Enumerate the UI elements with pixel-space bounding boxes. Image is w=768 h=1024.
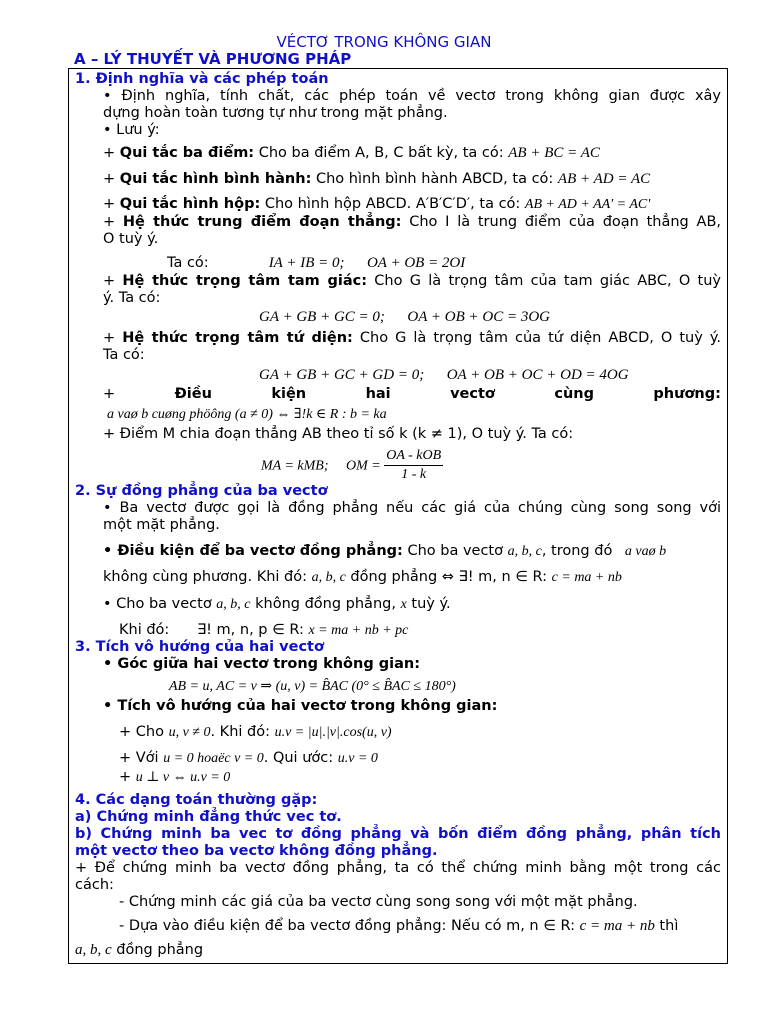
rule-triangle-cont: ý. Ta có: — [103, 290, 161, 306]
section-a-heading: A – LÝ THUYẾT VÀ PHƯƠNG PHÁP — [74, 50, 352, 68]
s1-intro-b: dựng hoàn toàn tương tự như trong mặt phẳng. — [103, 105, 448, 121]
rule-label: Qui tắc ba điểm: — [119, 145, 255, 161]
fraction: $\frac{\text{OA - kOB}}{1 - k}$ — [386, 448, 442, 482]
rule-formula: AB + BC = AC — [508, 145, 600, 161]
s2-heading: 2. Sự đồng phẳng của ba vectơ — [75, 483, 328, 499]
rule-label: Hệ thức trung điểm đoạn thẳng: — [122, 214, 402, 230]
rule-text: Cho G là trọng tâm của tam giác ABC, O tuỳ — [367, 273, 721, 289]
s4-heading: 4. Các dạng toán thường gặp: — [75, 792, 318, 808]
s3-dot-1: + Cho u, v ≠ 0. Khi đó: u.v = |u|.|v|.cos(u, v) — [119, 724, 392, 740]
s2-noncoplanar-2: Khi đó: ∃! m, n, p ∈ R: x = ma + nb + pc — [119, 622, 409, 638]
s4-e: a, b, c đồng phẳng — [75, 942, 204, 958]
rule-text: Cho hình bình hành ABCD, ta có: — [311, 171, 558, 187]
s3-heading: 3. Tích vô hướng của hai vectơ — [75, 639, 324, 655]
page-title: VÉCTƠ TRONG KHÔNG GIAN — [276, 33, 492, 51]
rule-text: Cho ba điểm A, B, C bất kỳ, ta có: — [254, 145, 509, 161]
rule-formula: AB + AD = AC — [557, 171, 651, 187]
s2-p1a: • Ba vectơ được gọi là đồng phẳng nếu các giá của chúng cùng song song với — [103, 500, 721, 516]
s3-angle-label: • Góc giữa hai vectơ trong không gian: — [103, 656, 421, 672]
rule-formula: IA + IB = 0; OA + OB = 2OI — [268, 255, 466, 271]
s3-angle-formula: AB = u, AC = v ⇒ (u, v) = B̂AC (0° ≤ B̂AC ≤ 180°) — [169, 679, 456, 694]
s2-noncoplanar: • Cho ba vectơ a, b, c không đồng phẳng, x tuỳ ý. — [103, 596, 451, 612]
rule-three-points: + Qui tắc ba điểm: Cho ba điểm A, B, C bất kỳ, ta có: AB + BC = AC — [103, 145, 600, 161]
rule-tetrahedron-cont: Ta có: — [103, 347, 145, 363]
rule-formula: AB + AD + AA' = AC' — [524, 197, 651, 212]
rule-midpoint: + Hệ thức trung điểm đoạn thẳng: Cho I là trung điểm của đoạn thẳng AB, — [103, 214, 721, 230]
rule-collinear: + Điều kiện hai vectơ cùng phương: — [103, 386, 721, 402]
s2-coplanar-condition: • Điều kiện để ba vectơ đồng phẳng: Cho ba vectơ a, b, c, trong đó a vaø b — [103, 543, 667, 559]
rule-division-formula: MA = kMB; OM = $\frac{\text{OA - kOB}}{1 - k}$ — [261, 448, 442, 482]
rule-label: Hệ thức trọng tâm tam giác: — [122, 273, 368, 289]
s2-coplanar-condition-2: không cùng phương. Khi đó: a, b, c đồng phẳng ⇔ ∃! m, n ∈ R: c = ma + nb — [103, 569, 622, 585]
rule-triangle-centroid: + Hệ thức trọng tâm tam giác: Cho G là trọng tâm của tam giác ABC, O tuỳ — [103, 273, 721, 289]
rule-text: Cho G là trọng tâm của tứ diện ABCD, O tuỳ ý. — [352, 330, 721, 346]
s4-c1: + Để chứng minh ba vectơ đồng phẳng, ta có thể chứng minh bằng một trong các — [75, 860, 721, 876]
s1-heading: 1. Định nghĩa và các phép toán — [75, 71, 329, 87]
s2-p1b: một mặt phẳng. — [103, 517, 220, 533]
s4-b1: b) Chứng minh ba vec tơ đồng phẳng và bốn điểm đồng phẳng, phân tích — [75, 826, 721, 842]
rule-midpoint-cont: O tuỳ ý. — [103, 231, 159, 247]
rule-parallelepiped: + Qui tắc hình hộp: Cho hình hộp ABCD. A′B′C′D′, ta có: AB + AD + AA' = AC' — [103, 196, 651, 212]
s3-dot-label: • Tích vô hướng của hai vectơ trong không gian: — [103, 698, 498, 714]
rule-division-point: + Điểm M chia đoạn thẳng AB theo tỉ số k (k ≠ 1), O tuỳ ý. Ta có: — [103, 426, 574, 442]
rule-text: Cho hình hộp ABCD. A′B′C′D′, ta có: — [260, 196, 525, 212]
s3-dot-3: + u ⊥ v ⇔ u.v = 0 — [119, 769, 231, 785]
rule-text: Cho I là trung điểm của đoạn thẳng AB, — [401, 214, 721, 230]
ta-co-label: Ta có: — [167, 255, 209, 271]
rule-collinear-formula: a vaø b cuøng phöông (a ≠ 0) ⇔ ∃!k ∈ R : b = ka — [107, 407, 387, 422]
content-box — [68, 68, 728, 964]
s4-d2: - Dựa vào điều kiện để ba vectơ đồng phẳng: Nếu có m, n ∈ R: c = ma + nb thì — [119, 918, 679, 934]
s4-a: a) Chứng minh đẳng thức vec tơ. — [75, 809, 342, 825]
s1-luu-y: • Lưu ý: — [103, 122, 160, 138]
rule-formula: GA + GB + GC + GD = 0; OA + OB + OC + OD = 4OG — [259, 367, 629, 383]
rule-label: Qui tắc hình hộp: — [119, 196, 261, 212]
rule-label: Hệ thức trọng tâm tứ diện: — [122, 330, 353, 346]
s4-b2: một vectơ theo ba vectơ không đồng phẳng. — [75, 843, 438, 859]
rule-label: Qui tắc hình bình hành: — [119, 171, 312, 187]
s1-intro-a: • Định nghĩa, tính chất, các phép toán về vectơ trong không gian được xây — [103, 88, 721, 104]
rule-formula: GA + GB + GC = 0; OA + OB + OC = 3OG — [259, 309, 551, 325]
s4-c2: cách: — [75, 877, 114, 893]
rule-midpoint-formula-row — [75, 255, 721, 272]
s4-d1: - Chứng minh các giá của ba vectơ cùng song song với một mặt phẳng. — [119, 894, 638, 910]
s3-dot-2: + Với u = 0 hoaëc v = 0. Qui ước: u.v = 0 — [119, 750, 378, 766]
rule-tetrahedron-centroid: + Hệ thức trọng tâm tứ diện: Cho G là trọng tâm của tứ diện ABCD, O tuỳ ý. — [103, 330, 721, 346]
rule-parallelogram: + Qui tắc hình bình hành: Cho hình bình hành ABCD, ta có: AB + AD = AC — [103, 171, 651, 187]
